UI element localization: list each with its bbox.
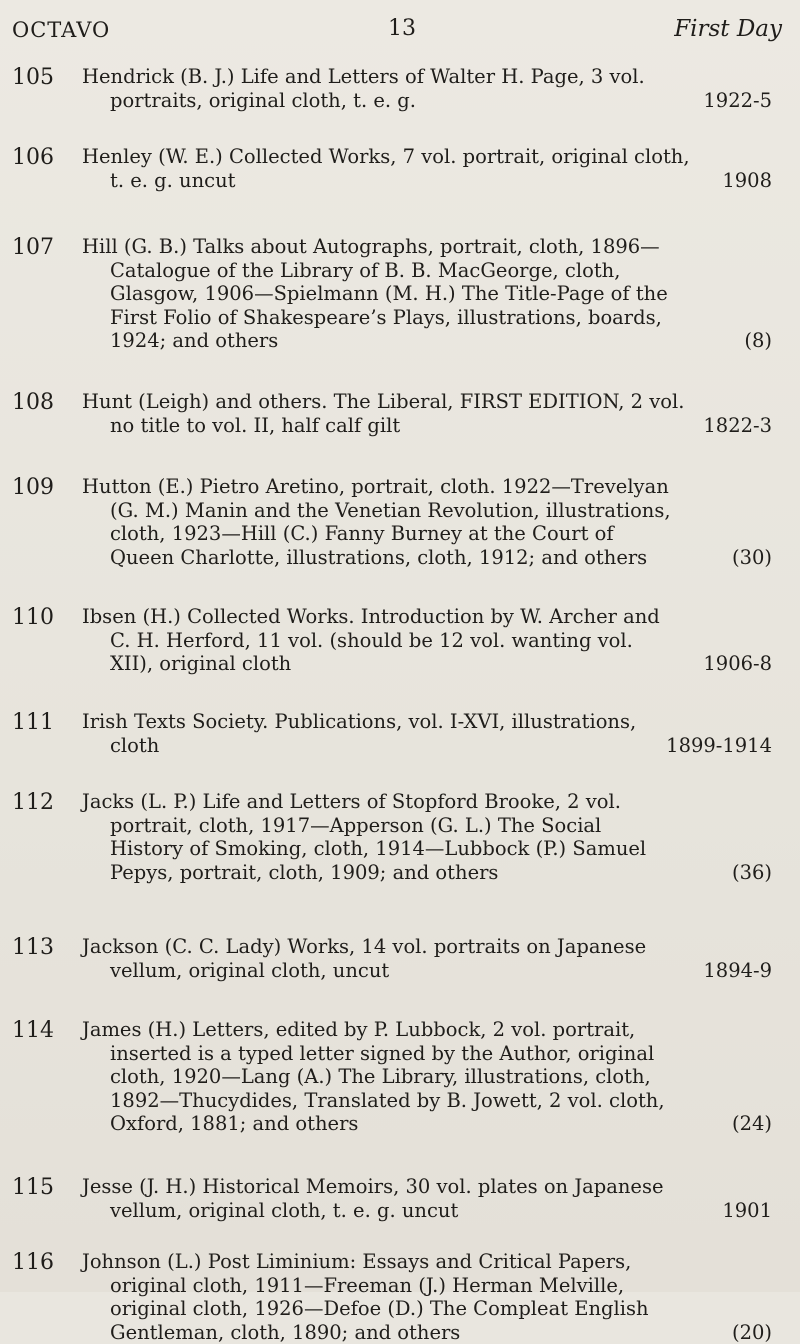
description-line: C. H. Herford, 11 vol. (should be 12 vol. wanting vol. — [82, 629, 772, 653]
description-line: Ibsen (H.) Collected Works. Introduction by W. Archer and — [82, 605, 772, 629]
lot-description — [82, 1175, 772, 1222]
description-line: Pepys, portrait, cloth, 1909; and others (36) — [82, 861, 772, 885]
description-line: cloth, 1920—Lang (A.) The Library, illustrations, cloth, — [82, 1065, 772, 1089]
description-line: Johnson (L.) Post Liminium: Essays and Critical Papers, — [82, 1250, 772, 1274]
lot-description — [82, 65, 772, 112]
description-line: Oxford, 1881; and others (24) — [82, 1112, 772, 1136]
lot-number: 106 — [12, 145, 72, 170]
lot-date-or-count: 1899-1914 — [666, 734, 772, 758]
page-header — [12, 12, 782, 52]
description-line: Hunt (Leigh) and others. The Liberal, FIRST EDITION, 2 vol. — [82, 390, 772, 414]
description-line: inserted is a typed letter signed by the Author, original — [82, 1042, 772, 1066]
lot-number: 110 — [12, 605, 72, 630]
description-line: Jesse (J. H.) Historical Memoirs, 30 vol. plates on Japanese — [82, 1175, 772, 1199]
description-line: cloth, 1923—Hill (C.) Fanny Burney at the Court of — [82, 522, 772, 546]
description-line: XII), original cloth 1906-8 — [82, 652, 772, 676]
description-line: vellum, original cloth, uncut 1894-9 — [82, 959, 772, 983]
description-line: History of Smoking, cloth, 1914—Lubbock (P.) Samuel — [82, 837, 772, 861]
lot-description — [82, 1250, 772, 1344]
lot-date-or-count: (8) — [744, 329, 772, 353]
lot-date-or-count: (36) — [732, 861, 772, 885]
description-line: Glasgow, 1906—Spielmann (M. H.) The Title-Page of the — [82, 282, 772, 306]
lot-date-or-count: (30) — [732, 546, 772, 570]
lot-description — [82, 1018, 772, 1136]
lot-number: 109 — [12, 475, 72, 500]
description-line: Gentleman, cloth, 1890; and others (20) — [82, 1321, 772, 1344]
lot-number: 113 — [12, 935, 72, 960]
description-line: 1924; and others (8) — [82, 329, 772, 353]
description-line: James (H.) Letters, edited by P. Lubbock, 2 vol. portrait, — [82, 1018, 772, 1042]
lot-date-or-count: 1894-9 — [703, 959, 772, 983]
description-line: original cloth, 1911—Freeman (J.) Herman Melville, — [82, 1274, 772, 1298]
description-line: no title to vol. II, half calf gilt 1822-3 — [82, 414, 772, 438]
description-line: cloth 1899-1914 — [82, 734, 772, 758]
lot-date-or-count: 1908 — [722, 169, 772, 193]
description-line: Hutton (E.) Pietro Aretino, portrait, cloth. 1922—Trevelyan — [82, 475, 772, 499]
description-line: vellum, original cloth, t. e. g. uncut 1901 — [82, 1199, 772, 1223]
header-format: OCTAVO — [12, 18, 110, 42]
lot-description — [82, 605, 772, 676]
description-line: Jacks (L. P.) Life and Letters of Stopford Brooke, 2 vol. — [82, 790, 772, 814]
page-number: 13 — [388, 16, 416, 41]
description-line: portrait, cloth, 1917—Apperson (G. L.) The Social — [82, 814, 772, 838]
description-line: original cloth, 1926—Defoe (D.) The Compleat English — [82, 1297, 772, 1321]
sale-day: First Day — [674, 16, 782, 42]
description-line: 1892—Thucydides, Translated by B. Jowett, 2 vol. cloth, — [82, 1089, 772, 1113]
description-line: Irish Texts Society. Publications, vol. I-XVI, illustrations, — [82, 710, 772, 734]
lot-number: 112 — [12, 790, 72, 815]
lot-date-or-count: (24) — [732, 1112, 772, 1136]
description-line: Hendrick (B. J.) Life and Letters of Walter H. Page, 3 vol. — [82, 65, 772, 89]
lot-number: 107 — [12, 235, 72, 260]
description-line: Catalogue of the Library of B. B. MacGeorge, cloth, — [82, 259, 772, 283]
lot-description — [82, 390, 772, 437]
lot-description — [82, 790, 772, 884]
description-line: Jackson (C. C. Lady) Works, 14 vol. portraits on Japanese — [82, 935, 772, 959]
lot-date-or-count: (20) — [732, 1321, 772, 1344]
lot-number: 114 — [12, 1018, 72, 1043]
lot-date-or-count: 1906-8 — [703, 652, 772, 676]
lot-description — [82, 235, 772, 353]
lot-description — [82, 475, 772, 569]
lot-number: 115 — [12, 1175, 72, 1200]
lot-date-or-count: 1922-5 — [703, 89, 772, 113]
lot-description — [82, 935, 772, 982]
lot-description — [82, 710, 772, 757]
lot-description — [82, 145, 772, 192]
description-line: portraits, original cloth, t. e. g. 1922-5 — [82, 89, 772, 113]
description-line: t. e. g. uncut 1908 — [82, 169, 772, 193]
lot-date-or-count: 1822-3 — [703, 414, 772, 438]
lot-number: 108 — [12, 390, 72, 415]
description-line: (G. M.) Manin and the Venetian Revolution, illustrations, — [82, 499, 772, 523]
description-line: Hill (G. B.) Talks about Autographs, portrait, cloth, 1896— — [82, 235, 772, 259]
lot-number: 111 — [12, 710, 72, 735]
lot-number: 105 — [12, 65, 72, 90]
lot-number: 116 — [12, 1250, 72, 1275]
description-line: First Folio of Shakespeare’s Plays, illustrations, boards, — [82, 306, 772, 330]
lot-date-or-count: 1901 — [722, 1199, 772, 1223]
description-line: Henley (W. E.) Collected Works, 7 vol. portrait, original cloth, — [82, 145, 772, 169]
description-line: Queen Charlotte, illustrations, cloth, 1912; and others (30) — [82, 546, 772, 570]
